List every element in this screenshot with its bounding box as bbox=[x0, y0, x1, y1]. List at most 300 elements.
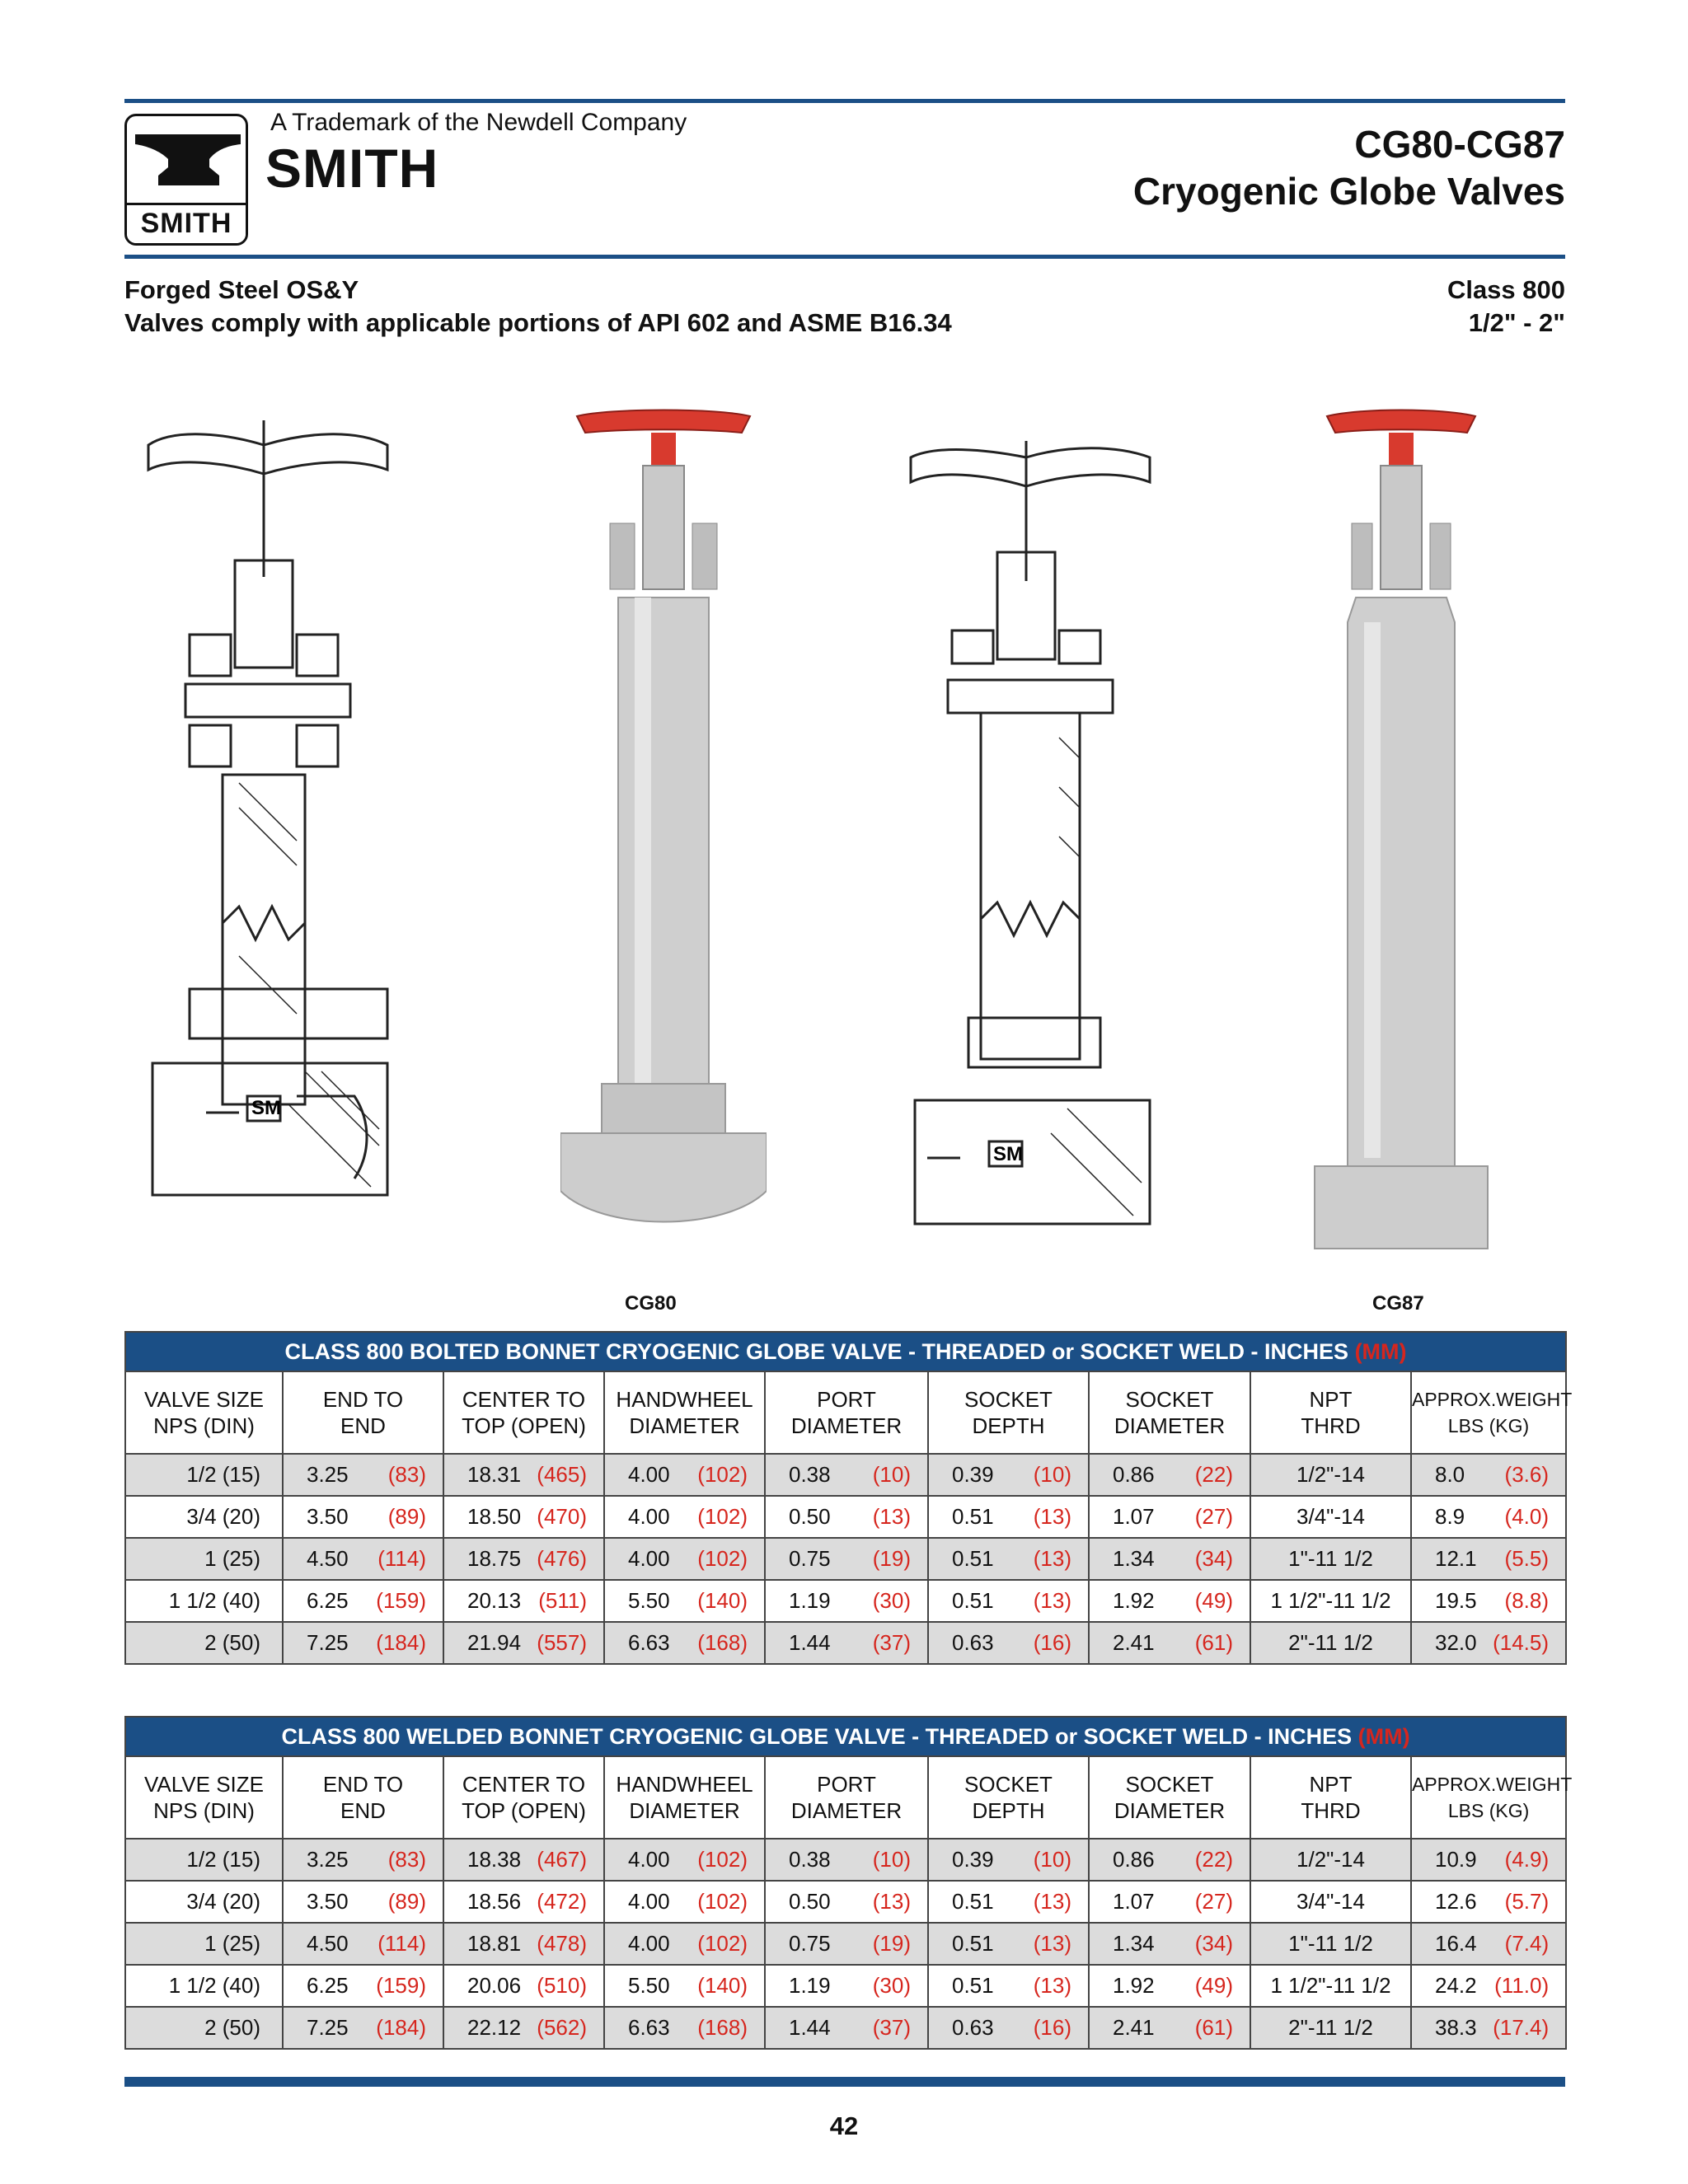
column-header-line: TOP (OPEN) bbox=[462, 1798, 586, 1823]
column-header bbox=[1089, 1371, 1250, 1454]
metric-value: (13) bbox=[1033, 1504, 1071, 1529]
inch-value: 1.34 bbox=[1113, 1931, 1155, 1956]
metric-value: (34) bbox=[1194, 1931, 1233, 1956]
metric-value: (16) bbox=[1033, 2015, 1071, 2040]
thread-cell: 3/4"-14 bbox=[1250, 1496, 1411, 1538]
value-pair bbox=[1090, 2015, 1250, 2041]
column-header-line: NPT bbox=[1309, 1772, 1353, 1797]
metric-value: (89) bbox=[387, 1504, 426, 1529]
metric-value: (4.0) bbox=[1504, 1504, 1549, 1529]
inch-value: 18.38 bbox=[467, 1847, 522, 1872]
bolted-bonnet-table bbox=[124, 1331, 1573, 1665]
inch-value: 20.06 bbox=[467, 1973, 522, 1998]
value-cell bbox=[604, 1622, 765, 1664]
value-pair bbox=[444, 1462, 603, 1488]
value-pair bbox=[1412, 1931, 1565, 1957]
brand-name: SMITH bbox=[265, 138, 439, 199]
metric-value: (16) bbox=[1033, 1630, 1071, 1655]
value-pair bbox=[605, 1462, 764, 1488]
value-pair bbox=[1412, 1973, 1565, 1999]
column-header-line: CENTER TO bbox=[462, 1772, 586, 1797]
value-cell bbox=[765, 1538, 928, 1580]
metric-value: (17.4) bbox=[1493, 2015, 1550, 2040]
metric-value: (83) bbox=[387, 1847, 426, 1872]
value-cell bbox=[1089, 1923, 1250, 1965]
inch-value: 18.50 bbox=[467, 1504, 522, 1529]
table2-title: CLASS 800 WELDED BONNET CRYOGENIC GLOBE VALVE - THREADED or SOCKET WELD - INCHES bbox=[281, 1723, 1353, 1749]
thread-cell: 1 1/2"-11 1/2 bbox=[1250, 1580, 1411, 1622]
metric-value: (8.8) bbox=[1504, 1588, 1549, 1613]
table1-title-mm: (MM) bbox=[1354, 1338, 1407, 1364]
cg87-stamp-label: SM bbox=[993, 1143, 1023, 1165]
metric-value: (140) bbox=[697, 1973, 748, 1998]
column-header-line: DIAMETER bbox=[629, 1798, 740, 1823]
value-pair bbox=[284, 1847, 443, 1872]
valve-size-cell: 1 (25) bbox=[125, 1538, 283, 1580]
value-cell bbox=[928, 1454, 1089, 1496]
value-cell bbox=[1411, 1496, 1566, 1538]
inch-value: 6.63 bbox=[628, 2015, 670, 2040]
value-pair bbox=[929, 1931, 1088, 1957]
value-pair bbox=[284, 2015, 443, 2041]
column-header-line: PORT bbox=[817, 1772, 876, 1797]
table-row bbox=[125, 1580, 1566, 1622]
value-pair bbox=[1412, 1588, 1565, 1614]
value-pair bbox=[766, 1546, 927, 1572]
inch-value: 8.9 bbox=[1435, 1504, 1465, 1529]
trademark-text: A Trademark of the Newdell Company bbox=[270, 109, 687, 136]
value-pair bbox=[929, 1504, 1088, 1530]
column-header bbox=[443, 1756, 604, 1839]
inch-value: 1.07 bbox=[1113, 1889, 1155, 1914]
inch-value: 0.86 bbox=[1113, 1462, 1155, 1487]
column-header bbox=[1411, 1756, 1573, 1839]
inch-value: 0.39 bbox=[952, 1462, 994, 1487]
value-pair bbox=[1090, 1462, 1250, 1488]
inch-value: 18.75 bbox=[467, 1546, 522, 1571]
value-cell bbox=[1089, 1454, 1250, 1496]
column-header-line: VALVE SIZE bbox=[144, 1772, 264, 1797]
metric-value: (510) bbox=[537, 1973, 587, 1998]
column-header bbox=[928, 1371, 1089, 1454]
cg87-section-drawing bbox=[903, 441, 1175, 1232]
value-pair bbox=[1412, 1847, 1565, 1872]
value-cell bbox=[1411, 1580, 1566, 1622]
inch-value: 6.63 bbox=[628, 1630, 670, 1655]
value-cell bbox=[928, 1538, 1089, 1580]
page-title: Cryogenic Globe Valves bbox=[1132, 170, 1565, 213]
inch-value: 2.41 bbox=[1113, 1630, 1155, 1655]
inch-value: 1.19 bbox=[789, 1588, 831, 1613]
metric-value: (467) bbox=[537, 1847, 587, 1872]
value-cell bbox=[283, 1454, 443, 1496]
value-pair bbox=[1090, 1630, 1250, 1656]
inch-value: 3.50 bbox=[307, 1504, 349, 1529]
inch-value: 1.44 bbox=[789, 1630, 831, 1655]
valve-size-cell: 2 (50) bbox=[125, 1622, 283, 1664]
value-cell bbox=[443, 1881, 604, 1923]
value-cell bbox=[928, 1622, 1089, 1664]
metric-value: (10) bbox=[872, 1847, 911, 1872]
value-pair bbox=[605, 1588, 764, 1614]
inch-value: 1.92 bbox=[1113, 1973, 1155, 1998]
pressure-class: Class 800 bbox=[1447, 275, 1565, 304]
column-header-line: SOCKET bbox=[964, 1387, 1053, 1412]
column-header-line: SOCKET bbox=[1125, 1772, 1214, 1797]
cg80-caption: CG80 bbox=[625, 1292, 677, 1315]
column-header-line: CENTER TO bbox=[462, 1387, 586, 1412]
column-header-line: SOCKET bbox=[1125, 1387, 1214, 1412]
inch-value: 6.25 bbox=[307, 1588, 349, 1613]
metric-value: (102) bbox=[697, 1889, 748, 1914]
thread-cell: 2"-11 1/2 bbox=[1250, 2007, 1411, 2049]
value-cell bbox=[604, 2007, 765, 2049]
metric-value: (13) bbox=[1033, 1889, 1071, 1914]
metric-value: (102) bbox=[697, 1504, 748, 1529]
value-cell bbox=[604, 1881, 765, 1923]
metric-value: (184) bbox=[376, 2015, 426, 2040]
value-cell bbox=[928, 1881, 1089, 1923]
value-pair bbox=[1090, 1546, 1250, 1572]
value-cell bbox=[283, 1965, 443, 2007]
metric-value: (114) bbox=[377, 1546, 426, 1571]
column-header bbox=[283, 1756, 443, 1839]
value-pair bbox=[284, 1931, 443, 1957]
value-cell bbox=[765, 1965, 928, 2007]
column-header bbox=[765, 1756, 928, 1839]
value-cell bbox=[604, 1839, 765, 1881]
value-pair bbox=[444, 1889, 603, 1915]
column-header-line: END bbox=[340, 1413, 386, 1438]
metric-value: (168) bbox=[697, 1630, 748, 1655]
inch-value: 0.50 bbox=[789, 1504, 831, 1529]
metric-value: (13) bbox=[1033, 1588, 1071, 1613]
value-pair bbox=[605, 1546, 764, 1572]
metric-value: (22) bbox=[1194, 1462, 1233, 1487]
inch-value: 7.25 bbox=[307, 1630, 349, 1655]
metric-value: (102) bbox=[697, 1462, 748, 1487]
value-cell bbox=[1411, 1881, 1566, 1923]
value-pair bbox=[766, 1973, 927, 1999]
value-pair bbox=[766, 1889, 927, 1915]
value-cell bbox=[604, 1580, 765, 1622]
inch-value: 4.00 bbox=[628, 1546, 670, 1571]
value-pair bbox=[766, 1504, 927, 1530]
metric-value: (184) bbox=[376, 1630, 426, 1655]
column-header bbox=[1411, 1371, 1573, 1454]
column-header bbox=[125, 1756, 283, 1839]
value-cell bbox=[1089, 1881, 1250, 1923]
value-cell bbox=[765, 1580, 928, 1622]
welded-bonnet-table bbox=[124, 1716, 1573, 2050]
value-pair bbox=[766, 1847, 927, 1872]
column-header-line: THRD bbox=[1301, 1798, 1361, 1823]
cg80-valve-illustration bbox=[560, 408, 767, 1265]
value-cell bbox=[928, 1496, 1089, 1538]
column-header-line: END TO bbox=[322, 1387, 404, 1412]
value-cell bbox=[283, 1839, 443, 1881]
inch-value: 0.75 bbox=[789, 1546, 831, 1571]
inch-value: 22.12 bbox=[467, 2015, 522, 2040]
value-cell bbox=[1089, 2007, 1250, 2049]
valve-size-cell: 2 (50) bbox=[125, 2007, 283, 2049]
valve-size-cell: 3/4 (20) bbox=[125, 1881, 283, 1923]
metric-value: (30) bbox=[872, 1973, 911, 1998]
value-cell bbox=[604, 1538, 765, 1580]
value-cell bbox=[765, 1839, 928, 1881]
value-pair bbox=[444, 1504, 603, 1530]
column-header-line: DIAMETER bbox=[790, 1798, 903, 1823]
value-pair bbox=[284, 1889, 443, 1915]
smith-anvil-logo bbox=[124, 114, 248, 246]
column-header bbox=[125, 1371, 283, 1454]
value-pair bbox=[605, 1847, 764, 1872]
inch-value: 21.94 bbox=[467, 1630, 522, 1655]
column-header-line: THRD bbox=[1301, 1413, 1361, 1438]
table-row bbox=[125, 1538, 1566, 1580]
model-range: CG80-CG87 bbox=[1354, 123, 1565, 166]
value-pair bbox=[766, 2015, 927, 2041]
value-pair bbox=[1090, 1847, 1250, 1872]
logo-band-text: SMITH bbox=[127, 203, 246, 243]
value-cell bbox=[604, 1454, 765, 1496]
column-header-line: SOCKET bbox=[964, 1772, 1053, 1797]
valve-size-cell: 1 1/2 (40) bbox=[125, 1580, 283, 1622]
table1-title-cell bbox=[125, 1332, 1566, 1371]
table-row bbox=[125, 1839, 1566, 1881]
value-cell bbox=[443, 1622, 604, 1664]
compliance-line: Valves comply with applicable portions of API 602 and ASME B16.34 bbox=[124, 308, 952, 337]
metric-value: (470) bbox=[537, 1504, 587, 1529]
value-pair bbox=[1412, 2015, 1565, 2041]
table1-column-headers bbox=[125, 1371, 1566, 1454]
metric-value: (102) bbox=[697, 1847, 748, 1872]
value-cell bbox=[604, 1496, 765, 1538]
value-pair bbox=[605, 2015, 764, 2041]
value-cell bbox=[1411, 1454, 1566, 1496]
inch-value: 24.2 bbox=[1435, 1973, 1477, 1998]
valve-size-cell: 3/4 (20) bbox=[125, 1496, 283, 1538]
value-cell bbox=[765, 1923, 928, 1965]
metric-value: (61) bbox=[1194, 1630, 1233, 1655]
value-cell bbox=[1411, 1839, 1566, 1881]
value-pair bbox=[1090, 1973, 1250, 1999]
thread-cell: 2"-11 1/2 bbox=[1250, 1622, 1411, 1664]
value-pair bbox=[605, 1931, 764, 1957]
inch-value: 0.38 bbox=[789, 1462, 831, 1487]
value-cell bbox=[443, 1923, 604, 1965]
value-cell bbox=[1089, 1839, 1250, 1881]
inch-value: 38.3 bbox=[1435, 2015, 1477, 2040]
column-header bbox=[283, 1371, 443, 1454]
metric-value: (13) bbox=[872, 1504, 911, 1529]
value-pair bbox=[1090, 1931, 1250, 1957]
column-header-line: HANDWHEEL bbox=[616, 1387, 753, 1412]
value-pair bbox=[929, 1630, 1088, 1656]
table-row bbox=[125, 1454, 1566, 1496]
value-pair bbox=[284, 1504, 443, 1530]
inch-value: 12.1 bbox=[1435, 1546, 1477, 1571]
value-cell bbox=[765, 1622, 928, 1664]
metric-value: (5.5) bbox=[1504, 1546, 1549, 1571]
value-cell bbox=[443, 1965, 604, 2007]
inch-value: 2.41 bbox=[1113, 2015, 1155, 2040]
metric-value: (49) bbox=[1194, 1588, 1233, 1613]
column-header-line: DIAMETER bbox=[1114, 1413, 1226, 1438]
top-rule bbox=[124, 99, 1565, 103]
value-pair bbox=[284, 1973, 443, 1999]
thread-cell: 1/2"-14 bbox=[1250, 1454, 1411, 1496]
value-pair bbox=[444, 1588, 603, 1614]
inch-value: 0.38 bbox=[789, 1847, 831, 1872]
value-cell bbox=[765, 1454, 928, 1496]
column-header-line: DEPTH bbox=[972, 1413, 1045, 1438]
thread-cell: 3/4"-14 bbox=[1250, 1881, 1411, 1923]
inch-value: 3.25 bbox=[307, 1847, 349, 1872]
metric-value: (14.5) bbox=[1493, 1630, 1549, 1655]
metric-value: (159) bbox=[376, 1973, 426, 1998]
inch-value: 4.00 bbox=[628, 1504, 670, 1529]
value-pair bbox=[929, 1546, 1088, 1572]
value-cell bbox=[1411, 1965, 1566, 2007]
anvil-icon bbox=[127, 116, 248, 207]
inch-value: 4.50 bbox=[307, 1931, 349, 1956]
inch-value: 1.44 bbox=[789, 2015, 831, 2040]
inch-value: 0.39 bbox=[952, 1847, 994, 1872]
inch-value: 1.92 bbox=[1113, 1588, 1155, 1613]
metric-value: (5.7) bbox=[1504, 1889, 1550, 1914]
value-pair bbox=[766, 1630, 927, 1656]
metric-value: (102) bbox=[697, 1931, 748, 1956]
value-pair bbox=[605, 1504, 764, 1530]
value-pair bbox=[605, 1630, 764, 1656]
metric-value: (61) bbox=[1194, 2015, 1233, 2040]
value-cell bbox=[443, 1839, 604, 1881]
column-header-line: DIAMETER bbox=[629, 1413, 740, 1438]
metric-value: (562) bbox=[537, 2015, 587, 2040]
value-pair bbox=[1412, 1630, 1565, 1656]
value-cell bbox=[1411, 1622, 1566, 1664]
inch-value: 32.0 bbox=[1435, 1630, 1477, 1655]
metric-value: (11.0) bbox=[1494, 1973, 1550, 1998]
value-pair bbox=[929, 1847, 1088, 1872]
table2-column-headers bbox=[125, 1756, 1566, 1839]
value-pair bbox=[444, 2015, 603, 2041]
metric-value: (13) bbox=[1033, 1931, 1071, 1956]
column-header-line: LBS (KG) bbox=[1447, 1415, 1530, 1436]
inch-value: 4.50 bbox=[307, 1546, 349, 1571]
metric-value: (19) bbox=[872, 1931, 911, 1956]
value-cell bbox=[604, 1923, 765, 1965]
inch-value: 5.50 bbox=[628, 1973, 670, 1998]
column-header-line: END bbox=[340, 1798, 386, 1823]
value-cell bbox=[765, 2007, 928, 2049]
inch-value: 0.75 bbox=[789, 1931, 831, 1956]
column-header-line: TOP (OPEN) bbox=[462, 1413, 586, 1438]
value-pair bbox=[929, 1588, 1088, 1614]
value-pair bbox=[766, 1588, 927, 1614]
value-cell bbox=[283, 1580, 443, 1622]
thread-cell: 1 1/2"-11 1/2 bbox=[1250, 1965, 1411, 2007]
inch-value: 0.63 bbox=[952, 2015, 994, 2040]
value-cell bbox=[443, 2007, 604, 2049]
value-pair bbox=[1090, 1889, 1250, 1915]
value-pair bbox=[929, 1889, 1088, 1915]
inch-value: 10.9 bbox=[1435, 1847, 1477, 1872]
column-header-line: APPROX.WEIGHT bbox=[1412, 1774, 1573, 1795]
column-header bbox=[1250, 1371, 1411, 1454]
cg87-valve-illustration bbox=[1311, 408, 1492, 1265]
value-cell bbox=[443, 1580, 604, 1622]
column-header-line: END TO bbox=[322, 1772, 404, 1797]
value-pair bbox=[929, 1462, 1088, 1488]
value-cell bbox=[443, 1496, 604, 1538]
table1-title: CLASS 800 BOLTED BONNET CRYOGENIC GLOBE VALVE - THREADED or SOCKET WELD - INCHES bbox=[284, 1338, 1349, 1364]
inch-value: 1.34 bbox=[1113, 1546, 1155, 1571]
cg87-caption: CG87 bbox=[1372, 1292, 1424, 1315]
thread-cell: 1"-11 1/2 bbox=[1250, 1538, 1411, 1580]
metric-value: (37) bbox=[872, 2015, 911, 2040]
value-cell bbox=[928, 1839, 1089, 1881]
cg80-stamp-label: SM bbox=[251, 1097, 281, 1119]
metric-value: (37) bbox=[872, 1630, 911, 1655]
value-cell bbox=[283, 1881, 443, 1923]
value-cell bbox=[1089, 1965, 1250, 2007]
table-row bbox=[125, 1965, 1566, 2007]
column-header-line: VALVE SIZE bbox=[144, 1387, 264, 1412]
inch-value: 5.50 bbox=[628, 1588, 670, 1613]
value-pair bbox=[1412, 1504, 1565, 1530]
value-cell bbox=[283, 1923, 443, 1965]
column-header bbox=[443, 1371, 604, 1454]
inch-value: 12.6 bbox=[1435, 1889, 1477, 1914]
column-header bbox=[928, 1756, 1089, 1839]
metric-value: (3.6) bbox=[1504, 1462, 1549, 1487]
inch-value: 0.50 bbox=[789, 1889, 831, 1914]
metric-value: (83) bbox=[387, 1462, 426, 1487]
value-cell bbox=[1411, 1923, 1566, 1965]
value-pair bbox=[605, 1973, 764, 1999]
table2-title-mm: (MM) bbox=[1357, 1723, 1410, 1749]
inch-value: 4.00 bbox=[628, 1889, 670, 1914]
column-header-line: HANDWHEEL bbox=[616, 1772, 753, 1797]
table-row bbox=[125, 1881, 1566, 1923]
value-cell bbox=[283, 1496, 443, 1538]
inch-value: 4.00 bbox=[628, 1931, 670, 1956]
thread-cell: 1"-11 1/2 bbox=[1250, 1923, 1411, 1965]
value-pair bbox=[766, 1462, 927, 1488]
value-cell bbox=[1089, 1580, 1250, 1622]
inch-value: 0.51 bbox=[952, 1546, 994, 1571]
metric-value: (476) bbox=[537, 1546, 587, 1571]
value-cell bbox=[928, 2007, 1089, 2049]
value-pair bbox=[444, 1630, 603, 1656]
thread-cell: 1/2"-14 bbox=[1250, 1839, 1411, 1881]
metric-value: (159) bbox=[376, 1588, 426, 1613]
column-header bbox=[1089, 1756, 1250, 1839]
value-pair bbox=[605, 1889, 764, 1915]
table-row bbox=[125, 1496, 1566, 1538]
inch-value: 3.25 bbox=[307, 1462, 349, 1487]
inch-value: 0.51 bbox=[952, 1889, 994, 1914]
value-cell bbox=[283, 1622, 443, 1664]
inch-value: 8.0 bbox=[1435, 1462, 1465, 1487]
value-cell bbox=[1089, 1496, 1250, 1538]
column-header-line: PORT bbox=[817, 1387, 876, 1412]
metric-value: (30) bbox=[872, 1588, 911, 1613]
metric-value: (49) bbox=[1194, 1973, 1233, 1998]
metric-value: (10) bbox=[872, 1462, 911, 1487]
